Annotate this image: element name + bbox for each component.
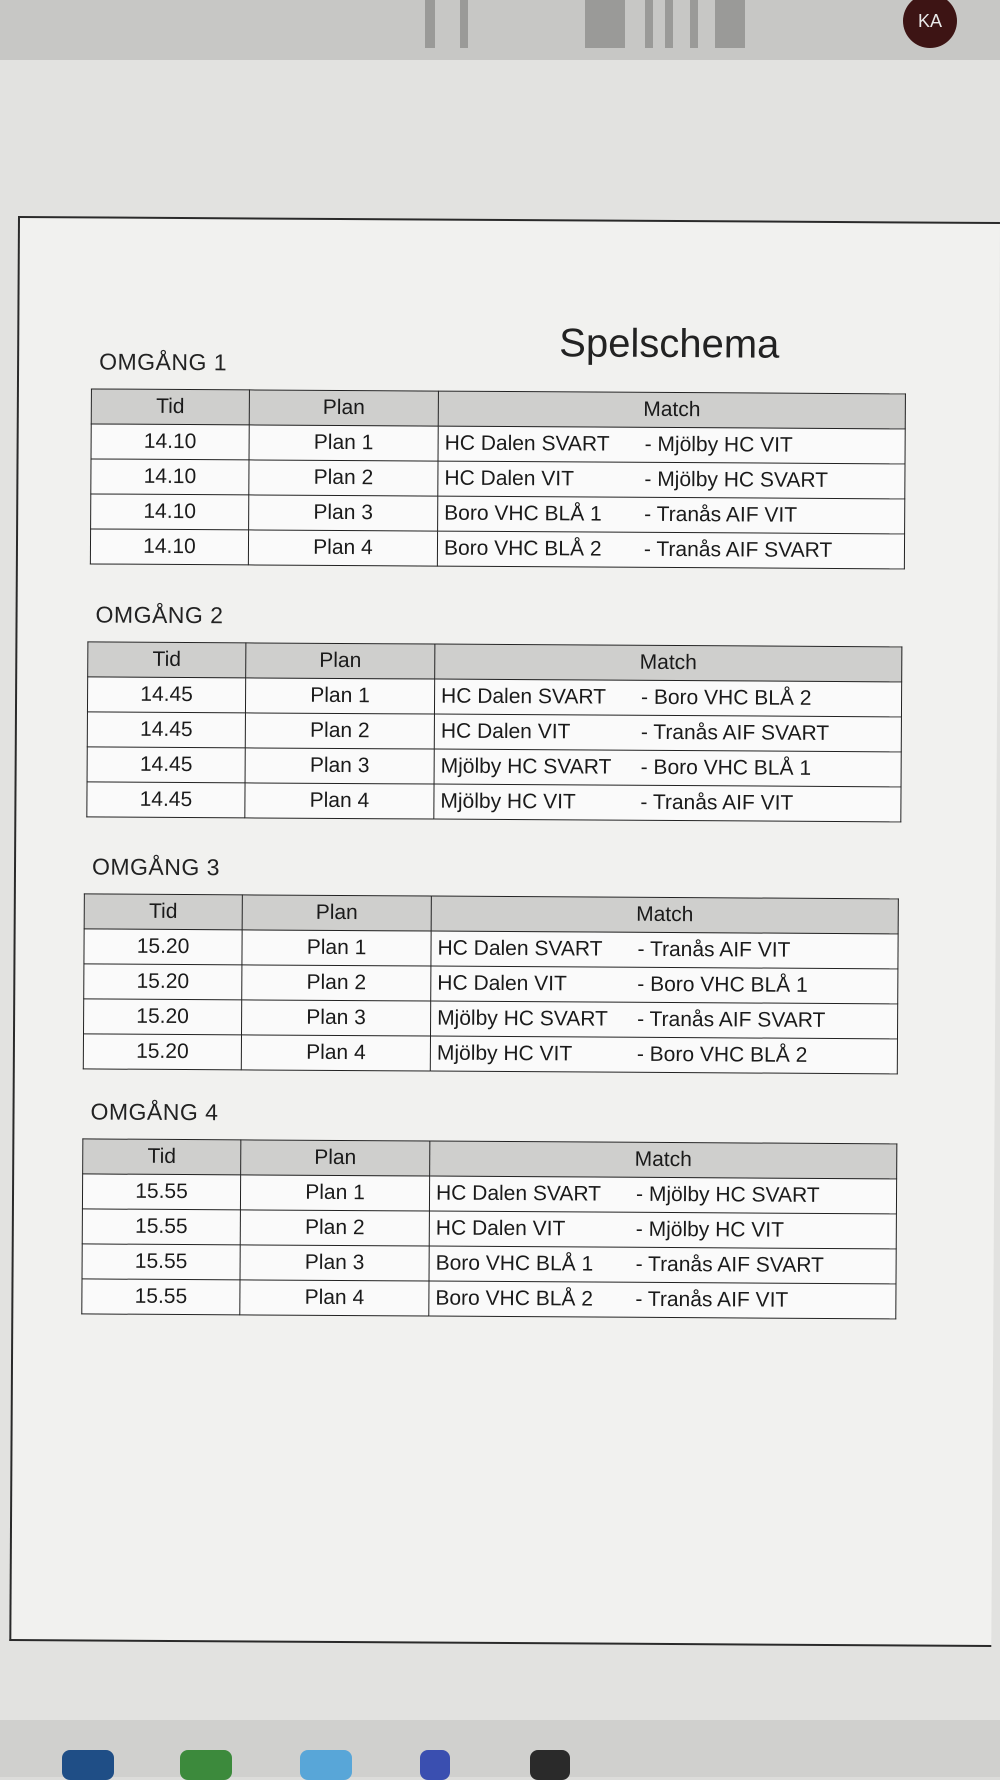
column-header-plan: Plan <box>249 390 438 426</box>
column-header-plan: Plan <box>246 643 435 679</box>
home-team: HC Dalen VIT <box>435 1216 566 1241</box>
home-team: HC Dalen SVART <box>437 936 603 961</box>
time-cell: 15.20 <box>84 964 242 1000</box>
spreadsheet-app-icon[interactable] <box>180 1750 232 1780</box>
column-header-match: Match <box>431 896 898 934</box>
table-row <box>87 747 901 787</box>
field-cell: Plan 3 <box>249 495 438 531</box>
app-icon[interactable] <box>420 1750 450 1780</box>
away-team: - Tranås AIF VIT <box>640 790 794 815</box>
round-label: OMGÅNG 1 <box>99 348 228 376</box>
home-team: Boro VHC BLÅ 2 <box>443 536 602 561</box>
home-team: HC Dalen SVART <box>444 431 610 456</box>
table-row <box>82 1279 896 1319</box>
app-icon[interactable] <box>530 1750 570 1780</box>
schedule-table <box>81 1138 897 1319</box>
field-cell: Plan 3 <box>242 1000 431 1036</box>
column-header-tid: Tid <box>88 642 246 678</box>
table-header-row <box>83 1139 897 1179</box>
match-cell <box>430 1001 897 1039</box>
time-cell: 15.55 <box>82 1279 240 1315</box>
match-cell <box>434 749 901 787</box>
away-team: - Boro VHC BLÅ 2 <box>636 1042 808 1067</box>
home-team: Mjölby HC VIT <box>440 789 576 814</box>
away-team: - Tranås AIF SVART <box>637 1007 826 1032</box>
field-cell: Plan 3 <box>240 1245 429 1281</box>
table-row <box>82 1209 896 1249</box>
away-team: - Boro VHC BLÅ 2 <box>641 685 812 710</box>
column-header-tid: Tid <box>83 1139 241 1175</box>
match-cell <box>430 1036 897 1074</box>
home-team: Boro VHC BLÅ 1 <box>435 1251 594 1276</box>
home-team: HC Dalen VIT <box>444 466 575 491</box>
home-team: Mjölby HC SVART <box>440 754 612 779</box>
match-cell <box>434 679 901 717</box>
page-title: Spelschema <box>559 321 780 367</box>
away-team: - Boro VHC BLÅ 1 <box>637 972 808 997</box>
field-cell: Plan 2 <box>249 460 438 496</box>
background-decoration <box>665 0 673 48</box>
field-cell: Plan 4 <box>240 1280 429 1316</box>
time-cell: 14.10 <box>90 529 248 565</box>
document-page <box>9 216 1000 1647</box>
table-row <box>87 677 901 717</box>
table-row <box>91 494 905 534</box>
match-cell <box>429 1281 896 1319</box>
field-cell: Plan 1 <box>242 930 431 966</box>
column-header-plan: Plan <box>242 895 431 931</box>
time-cell: 14.10 <box>91 424 249 460</box>
table-header-row <box>91 389 905 429</box>
time-cell: 14.45 <box>87 747 245 783</box>
time-cell: 15.55 <box>82 1209 240 1245</box>
time-cell: 14.45 <box>87 782 245 818</box>
away-team: - Mjölby HC SVART <box>644 467 829 492</box>
away-team: - Mjölby HC VIT <box>644 432 793 457</box>
time-cell: 15.55 <box>82 1244 240 1280</box>
time-cell: 14.45 <box>87 712 245 748</box>
field-cell: Plan 2 <box>242 965 431 1001</box>
table-row <box>82 1244 896 1284</box>
time-cell: 15.20 <box>83 1034 241 1070</box>
field-cell: Plan 1 <box>240 1175 429 1211</box>
schedule-table <box>86 641 902 822</box>
match-cell <box>429 1211 896 1249</box>
away-team: - Tranås AIF SVART <box>643 537 833 562</box>
home-team: Mjölby HC SVART <box>437 1006 608 1031</box>
away-team: - Mjölby HC SVART <box>635 1182 820 1207</box>
match-cell <box>434 714 901 752</box>
match-cell <box>438 426 905 464</box>
match-cell <box>438 496 905 534</box>
away-team: - Tranås AIF VIT <box>637 937 791 962</box>
table-header-row <box>84 894 898 934</box>
avatar-initials: KA <box>917 10 942 31</box>
away-team: - Tranås AIF VIT <box>635 1287 789 1312</box>
column-header-plan: Plan <box>241 1140 430 1176</box>
column-header-match: Match <box>430 1141 897 1179</box>
home-team: HC Dalen VIT <box>437 971 567 996</box>
match-cell <box>431 966 898 1004</box>
round-label: OMGÅNG 2 <box>95 601 224 629</box>
schedule-table <box>83 893 899 1074</box>
time-cell: 14.10 <box>91 459 249 495</box>
column-header-match: Match <box>438 391 905 429</box>
briefcase-icon[interactable] <box>62 1750 114 1780</box>
home-team: HC Dalen VIT <box>440 719 571 744</box>
away-team: - Tranås AIF SVART <box>640 720 830 745</box>
match-cell <box>431 931 898 969</box>
table-row <box>90 529 904 569</box>
taskbar <box>0 1720 1000 1777</box>
round-label: OMGÅNG 4 <box>90 1098 219 1126</box>
table-header-row <box>88 642 902 682</box>
match-cell <box>429 1176 896 1214</box>
table-row <box>91 424 905 464</box>
schedule-table <box>90 388 906 569</box>
home-team: Mjölby HC VIT <box>436 1041 573 1066</box>
table-row <box>84 964 898 1004</box>
home-team: HC Dalen SVART <box>435 1181 602 1206</box>
field-cell: Plan 2 <box>245 713 434 749</box>
table-row <box>84 929 898 969</box>
field-cell: Plan 1 <box>245 678 434 714</box>
home-team: Boro VHC BLÅ 1 <box>444 501 602 526</box>
time-cell: 14.10 <box>91 494 249 530</box>
table-row <box>87 712 901 752</box>
match-cell <box>434 784 901 822</box>
column-header-tid: Tid <box>84 894 242 930</box>
table-row <box>87 782 901 822</box>
field-cell: Plan 2 <box>240 1210 429 1246</box>
window-top-bar <box>0 0 1000 60</box>
time-cell: 15.20 <box>84 999 242 1035</box>
match-cell <box>429 1246 896 1284</box>
match-cell <box>438 461 905 499</box>
field-cell: Plan 4 <box>241 1035 430 1071</box>
table-row <box>84 999 898 1039</box>
column-header-match: Match <box>435 644 902 682</box>
user-avatar[interactable] <box>903 0 957 48</box>
field-cell: Plan 4 <box>245 783 434 819</box>
away-team: - Boro VHC BLÅ 1 <box>640 755 812 780</box>
app-icon[interactable] <box>300 1750 352 1780</box>
column-header-tid: Tid <box>91 389 249 425</box>
round-label: OMGÅNG 3 <box>91 853 221 881</box>
home-team: HC Dalen SVART <box>441 684 607 709</box>
field-cell: Plan 1 <box>249 425 438 461</box>
away-team: - Mjölby HC VIT <box>635 1217 785 1242</box>
table-row <box>82 1174 896 1214</box>
table-row <box>83 1034 897 1074</box>
home-team: Boro VHC BLÅ 2 <box>435 1286 594 1311</box>
background-decoration <box>690 0 698 48</box>
away-team: - Tranås AIF VIT <box>644 502 798 527</box>
background-decoration <box>585 0 625 48</box>
background-decoration <box>645 0 653 48</box>
table-row <box>91 459 905 499</box>
away-team: - Tranås AIF SVART <box>635 1252 824 1277</box>
time-cell: 15.20 <box>84 929 242 965</box>
field-cell: Plan 4 <box>248 530 437 566</box>
match-cell <box>437 531 904 569</box>
background-decoration <box>425 0 435 48</box>
time-cell: 14.45 <box>87 677 245 713</box>
field-cell: Plan 3 <box>245 748 434 784</box>
time-cell: 15.55 <box>82 1174 240 1210</box>
background-decoration <box>715 0 745 48</box>
background-decoration <box>460 0 468 48</box>
